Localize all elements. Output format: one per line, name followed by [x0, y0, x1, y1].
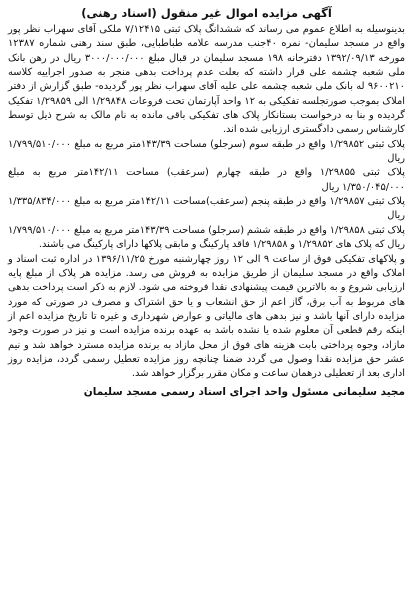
plot-item-2: پلاک ثبتی ۱/۲۹۸۵۵ واقع در طبقه چهارم (سرعقب) مساحت ۱۴۲/۱۱متر مربع به مبلغ ۱/۳۵۰/۰۴۵/۰۰۰ ریال: [8, 167, 405, 193]
notice-signature: مجید سلیمانی مسئول واحد اجرای اسناد رسمی مسجد سلیمان: [83, 385, 405, 398]
auction-terms-paragraph: و پلاکهای تفکیکی فوق از ساعت ۹ الی ۱۲ روز چهارشنبه مورخ ۱۳۹۶/۱۱/۲۵ در اداره ثبت اسناد و املاک واقع در مسجد سلیمان از طریق مزایده به فروش می رسد. مزایده هر پلاک از مبلغ پایه ارزیابی شروع و به بالاترین قیمت پیشنهادی نقدا فروخته می شود. لازم به ذکر است پرداخت بدهی های مربوط به آب برق، گاز اعم از حق انشعاب و یا حق اشتراک و مصرف در صورتی که مورد مزایده دارای آنها باشد و نیز بدهی های مالیاتی و عوارض شهرداری و غیره تا تاریخ مزایده اعم از اینکه رقم قطعی آن معلوم شده یا نشده باشد به عهده برنده مزایده است و نیز در صورت وجود مازاد، وجوه پرداختی بابت هزینه های فوق از محل مازاد به برنده مزایده مسترد خواهد شد و نیم عشر حق مزایده نقدا وصول می گردد ضمنا چنانچه روز مزایده تعطیل رسمی گردد، مزایده روز اداری بعد از تعطیلی درهمان ساعت و مکان مقرر برگزار خواهد شد.: [8, 253, 405, 380]
notice-intro-paragraph: بدینوسیله به اطلاع عموم می رساند که ششدانگ پلاک ثبتی ۷/۱۲۴۱۵ ملکی آقای سهراب نظر پور واقع در مسجد سلیمان- نمره ۴۰جنب مدرسه علامه طباطبایی، طبق سند رهنی شماره ۱۲۳۸۷ مورخه ۱۳۹۲/۰۹/۱۳ دفترخانه ۱۹۸ مسجد سلیمان در قبال مبلغ ۳۰۰۰/۰۰۰/۰۰۰ ریال در رهن بانک ملی شعبه چشمه علی قرار داشته که بعلت عدم پرداخت بدهی منجر به صدور اجراییه کلاسه ۹۶۰۰۲۱۰ له بانک ملی شعبه چشمه علی علیه آقای سهراب نظر پور گردیده- طبق گزارش از دفتر املاک بموجب صورتجلسه تفکیکی به ۱۲ واحد آپارتمان تحت فروعات ۱/۲۹۸۴۸ الی ۱/۲۹۸۵۹ تفکیک گردیده و بنا به درخواست بستانکار پلاک های تفکیکی باقی مانده به نام مالک به شرح ذیل توسط کارشناس رسمی دادگستری ارزیابی شده اند.: [8, 24, 405, 136]
notice-title: آگهی مزایده اموال غیر منقول (اسناد رهنی): [81, 6, 332, 20]
plot-item-4: پلاک ثبتی ۱/۲۹۸۵۸ واقع در طبقه ششم (سرجلو) مساحت ۱۴۳/۳۹متر مربع به مبلغ ۱/۷۹۹/۵۱۰/۰۰۰ ریال که پلاک های ۱/۲۹۸۵۲ و ۱/۲۹۸۵۸ فاقد پارکینگ و مابقی پلاکها دارای پارکینگ می باشند.: [8, 224, 405, 251]
plot-item-1: پلاک ثبتی ۱/۲۹۸۵۲ واقع در طبقه سوم (سرجلو) مساحت ۱۴۳/۳۹متر مربع به مبلغ ۱/۷۹۹/۵۱۰/۰۰۰ ریال: [8, 138, 405, 165]
plot-item-3: پلاک ثبتی ۱/۲۹۸۵۷ واقع در طبقه پنجم (سرعقب)مساحت ۱۴۲/۱۱متر مربع به مبلغ ۱/۳۳۵/۸۳۴/۰۰۰ ریال: [8, 196, 405, 222]
